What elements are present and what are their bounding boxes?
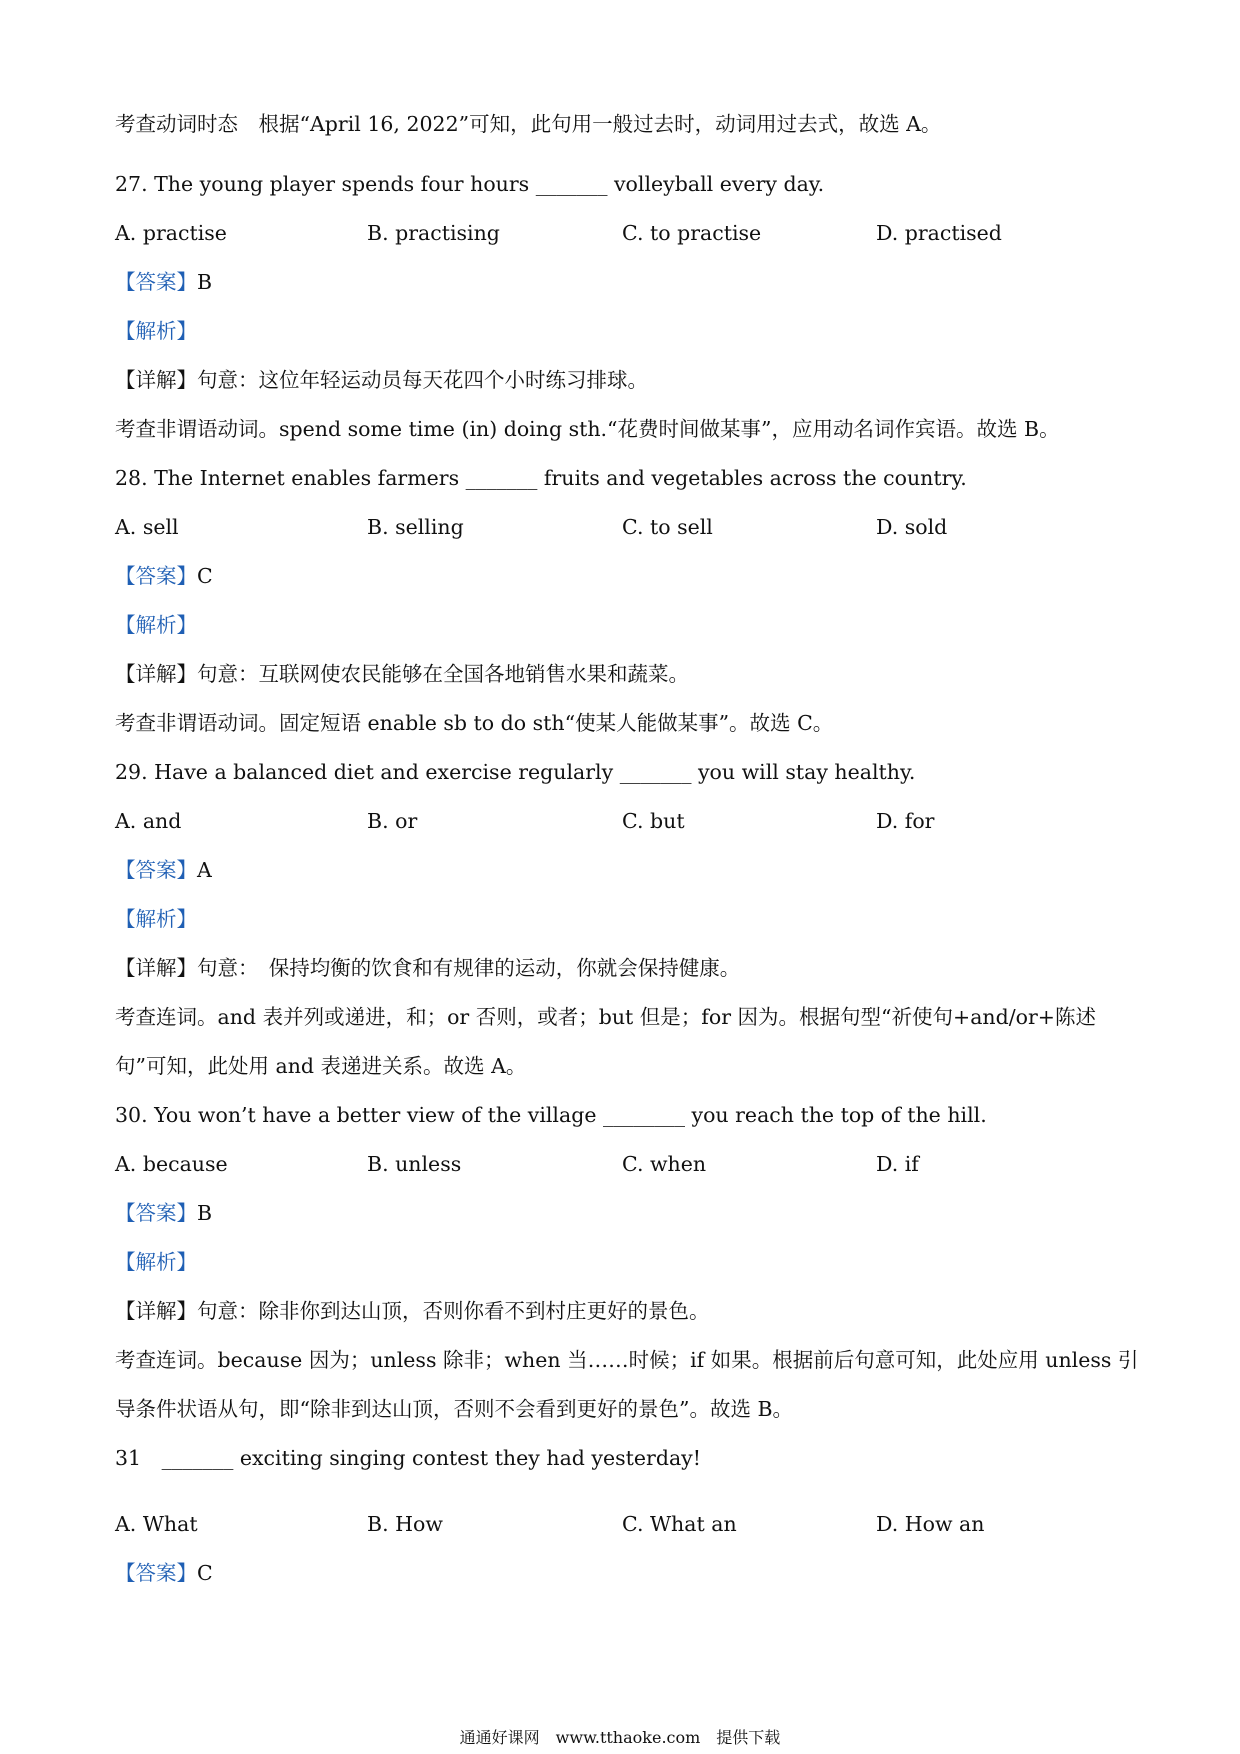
q27-option-d: D. practised [876, 221, 1002, 245]
q31-answer [115, 1559, 213, 1587]
q27-option-a: A. practise [115, 221, 227, 245]
q28-analysis-label: 【解析】 [115, 613, 197, 637]
q30-detail-text: 句意：除非你到达山顶，否则你看不到村庄更好的景色。 [197, 1299, 710, 1323]
q27-answer-value: B [197, 270, 213, 294]
q28-note: 考查非谓语动词。固定短语 enable sb to do sth“使某人能做某事”。故选 C。 [115, 711, 834, 735]
q29-analysis-label: 【解析】 [115, 907, 197, 931]
answer-label: 【答案】 [115, 858, 197, 882]
q28-option-b: B. selling [367, 515, 464, 539]
q31-option-d: D. How an [876, 1512, 985, 1536]
q29-answer-value: A [197, 858, 212, 882]
q30-option-d: D. if [876, 1152, 919, 1176]
q30-note-line-1: 考查连词。because 因为；unless 除非；when 当……时候；if 如果。根据前后句意可知，此处应用 unless 引 [115, 1348, 1139, 1372]
q31-answer-value: C [197, 1561, 213, 1585]
q29-option-c: C. but [622, 809, 685, 833]
q30-answer [115, 1199, 212, 1227]
q27-answer [115, 268, 212, 296]
q30-option-a: A. because [115, 1152, 228, 1176]
q29-answer [115, 856, 212, 884]
q27-note: 考查非谓语动词。spend some time (in) doing sth.“花费时间做某事”，应用动名词作宾语。故选 B。 [115, 417, 1060, 441]
q28-option-d: D. sold [876, 515, 948, 539]
answer-label: 【答案】 [115, 270, 197, 294]
q31-option-c: C. What an [622, 1512, 737, 1536]
q29-detail [115, 954, 740, 982]
q28-answer [115, 562, 213, 590]
answer-label: 【答案】 [115, 1561, 197, 1585]
q27-option-c: C. to practise [622, 221, 762, 245]
q29-option-a: A. and [115, 809, 182, 833]
q30-analysis-label: 【解析】 [115, 1250, 197, 1274]
detail-label: 【详解】 [115, 956, 197, 980]
q30-note-line-2: 导条件状语从句，即“除非到达山顶，否则不会看到更好的景色”。故选 B。 [115, 1397, 794, 1421]
q29-option-b: B. or [367, 809, 418, 833]
question-27-stem: 27. The young player spends four hours _______ volleyball every day. [115, 172, 825, 196]
detail-label: 【详解】 [115, 1299, 197, 1323]
answer-label: 【答案】 [115, 564, 197, 588]
q30-option-b: B. unless [367, 1152, 462, 1176]
q28-detail [115, 660, 689, 688]
q30-option-c: C. when [622, 1152, 707, 1176]
detail-label: 【详解】 [115, 662, 197, 686]
q29-option-d: D. for [876, 809, 935, 833]
question-31-stem: 31 _______ exciting singing contest they had yesterday! [115, 1446, 701, 1470]
q28-detail-text: 句意：互联网使农民能够在全国各地销售水果和蔬菜。 [197, 662, 689, 686]
q28-option-c: C. to sell [622, 515, 713, 539]
q30-detail [115, 1297, 710, 1325]
previous-question-note: 考查动词时态 根据“April 16, 2022”可知，此句用一般过去时，动词用过去式，故选 A。 [115, 112, 942, 136]
question-29-stem: 29. Have a balanced diet and exercise regularly _______ you will stay healthy. [115, 760, 916, 784]
q29-detail-text: 句意： 保持均衡的饮食和有规律的运动，你就会保持健康。 [197, 956, 741, 980]
page-footer-watermark: 通通好课网 www.tthaoke.com 提供下载 [459, 1728, 781, 1747]
q29-note-line-2: 句”可知，此处用 and 表递进关系。故选 A。 [115, 1054, 527, 1078]
q28-answer-value: C [197, 564, 213, 588]
q28-option-a: A. sell [115, 515, 179, 539]
q27-detail [115, 366, 648, 394]
answer-label: 【答案】 [115, 1201, 197, 1225]
q29-note-line-1: 考查连词。and 表并列或递进，和；or 否则，或者；but 但是；for 因为。根据句型“祈使句+and/or+陈述 [115, 1005, 1096, 1029]
question-28-stem: 28. The Internet enables farmers _______ fruits and vegetables across the country. [115, 466, 967, 490]
detail-label: 【详解】 [115, 368, 197, 392]
q27-analysis-label: 【解析】 [115, 319, 197, 343]
q27-option-b: B. practising [367, 221, 500, 245]
q27-detail-text: 句意：这位年轻运动员每天花四个小时练习排球。 [197, 368, 648, 392]
q31-option-a: A. What [115, 1512, 198, 1536]
q30-answer-value: B [197, 1201, 213, 1225]
q31-option-b: B. How [367, 1512, 443, 1536]
question-30-stem: 30. You won’t have a better view of the village ________ you reach the top of the hill. [115, 1103, 987, 1127]
